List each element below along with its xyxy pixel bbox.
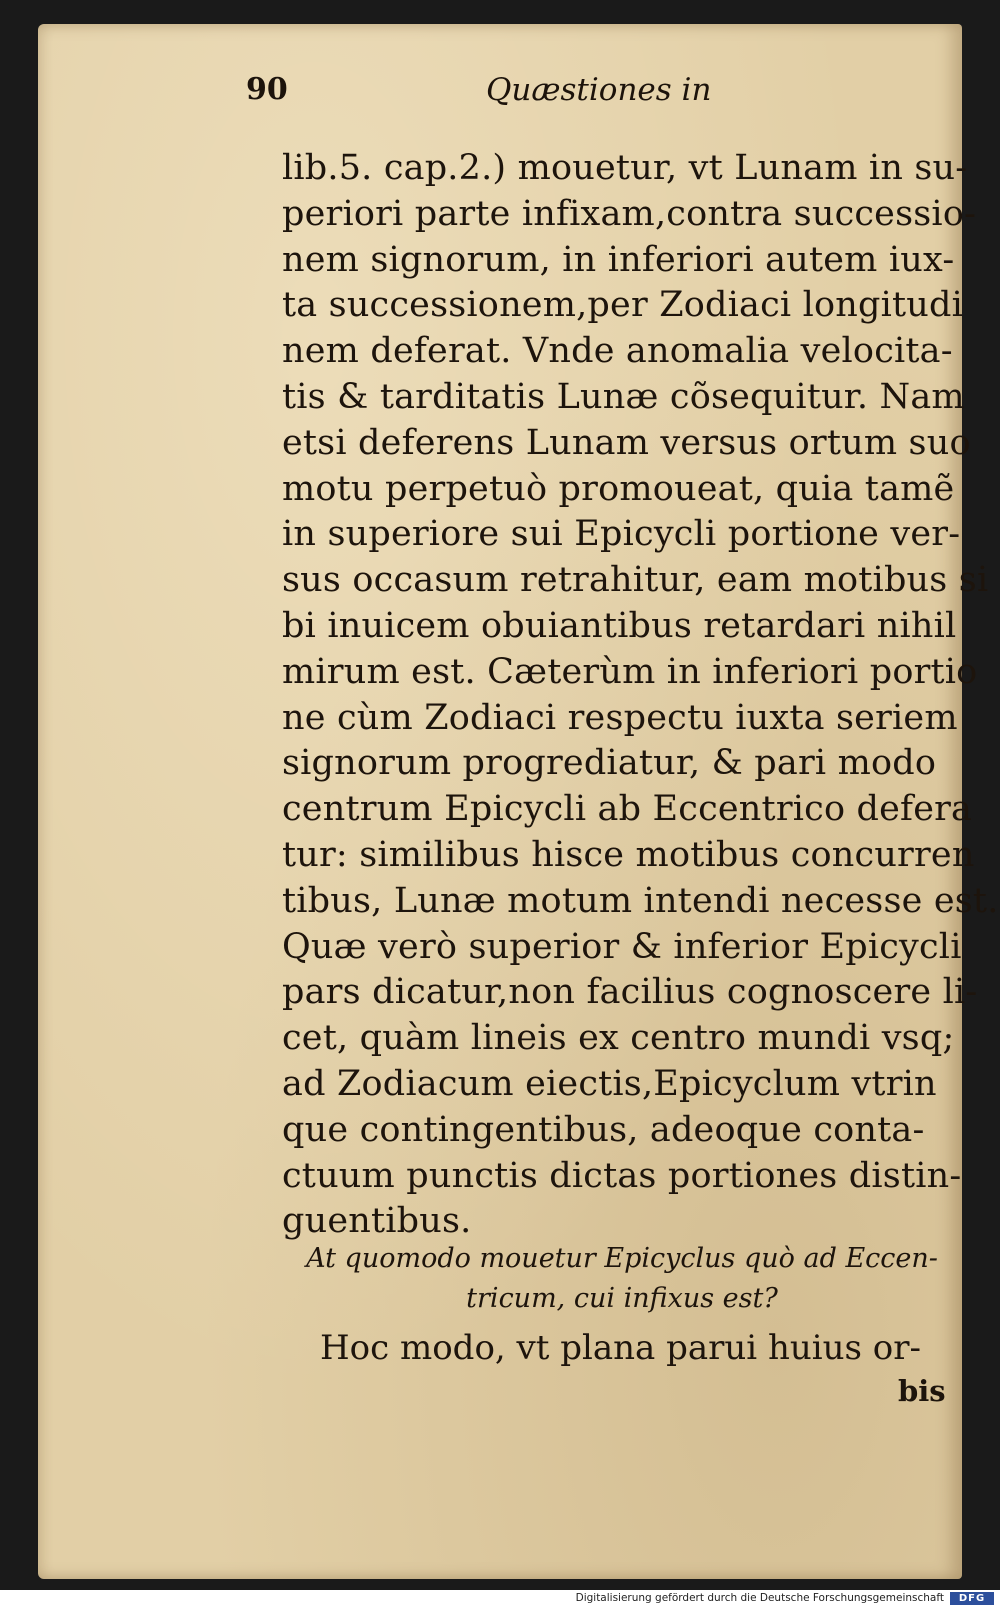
footer-bar xyxy=(0,1590,1000,1607)
running-head xyxy=(246,72,806,116)
text-line: cet, quàm lineis ex centro mundi vsq; xyxy=(282,1018,955,1059)
text-line: centrum Epicycli ab Eccentrico defera xyxy=(282,789,973,830)
text-line: etsi deferens Lunam versus ortum suo xyxy=(282,422,971,463)
answer-text xyxy=(320,1326,960,1370)
text-line: in superiore sui Epicycli portione ver- xyxy=(282,514,961,555)
text-line: signorum progrediatur, & pari modo xyxy=(282,743,937,784)
dfg-logo: DFG xyxy=(950,1592,994,1605)
text-line: guentibus. xyxy=(282,1201,472,1242)
text-line: Quæ verò superior & inferior Epicycli xyxy=(282,926,962,967)
answer-line: Hoc modo, vt plana parui huius or- xyxy=(320,1328,921,1368)
text-line: tibus, Lunæ motum intendi necesse est. xyxy=(282,880,999,921)
question-line: At quomodo mouetur Epicyclus quò ad Eccen- xyxy=(306,1243,938,1274)
text-line: mirum est. Cæterùm in inferiori portio xyxy=(282,651,978,692)
text-line: periori parte infixam,contra successio- xyxy=(282,193,977,234)
running-title: Quæstiones in xyxy=(486,72,712,108)
page-number: 90 xyxy=(246,72,288,107)
catchword: bis xyxy=(898,1374,946,1408)
text-line: bi inuicem obuiantibus retardari nihil xyxy=(282,605,957,646)
question-heading xyxy=(282,1239,962,1319)
text-line: motu perpetuò promoueat, quia tamẽ xyxy=(282,468,955,509)
text-line: tis & tarditatis Lunæ cõsequitur. Nam xyxy=(282,376,965,417)
text-line: ad Zodiacum eiectis,Epicyclum vtrin xyxy=(282,1063,937,1104)
text-line: nem signorum, in inferiori autem iux- xyxy=(282,239,955,280)
text-line: sus occasum retrahitur, eam motibus si xyxy=(282,560,989,601)
text-line: lib.5. cap.2.) mouetur, vt Lunam in su- xyxy=(282,148,968,188)
text-line: ta successionem,per Zodiaci longitudi xyxy=(282,285,963,326)
text-line: tur: similibus hisce motibus concurren xyxy=(282,834,975,875)
text-line: pars dicatur,non facilius cognoscere li- xyxy=(282,972,978,1013)
text-line: nem deferat. Vnde anomalia velocita- xyxy=(282,331,953,372)
question-line: tricum, cui infixus est? xyxy=(466,1283,778,1314)
text-line: ctuum punctis dictas portiones distin- xyxy=(282,1155,962,1196)
funding-credit: Digitalisierung gefördert durch die Deutsche Forschungsgemeinschaft xyxy=(575,1592,944,1604)
main-text-block xyxy=(282,146,999,1245)
book-page xyxy=(38,24,999,1579)
text-line: que contingentibus, adeoque conta- xyxy=(282,1109,925,1150)
text-line: ne cùm Zodiaci respectu iuxta seriem xyxy=(282,697,958,738)
